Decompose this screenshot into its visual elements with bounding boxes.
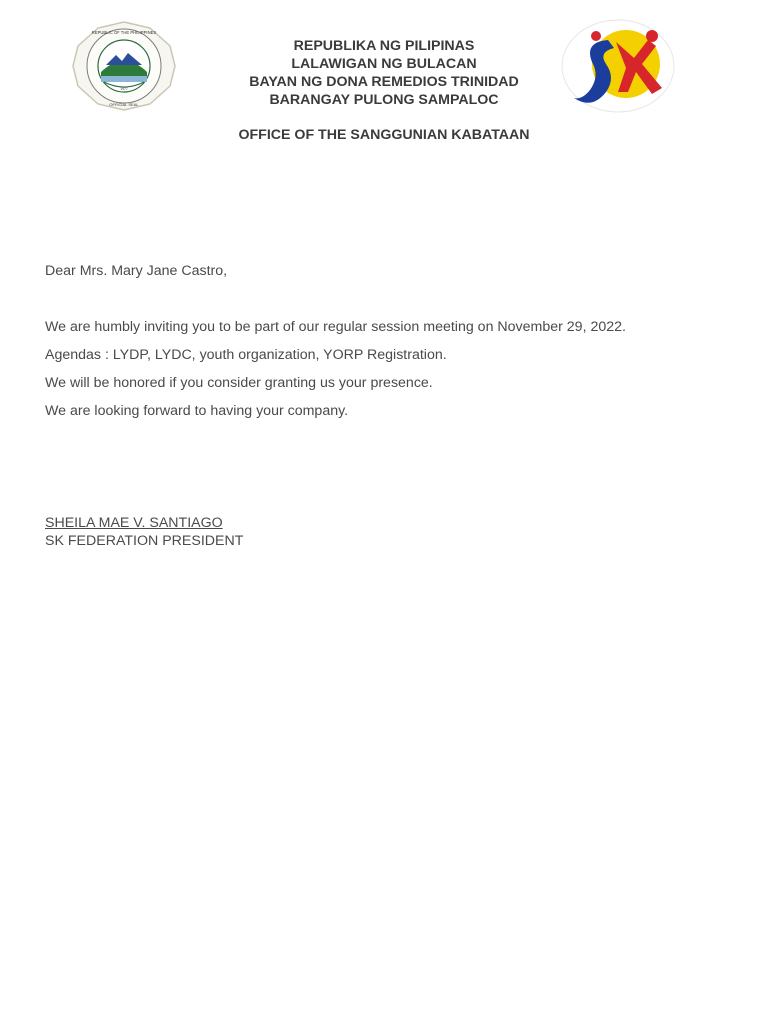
svg-text:REPUBLIC OF THE PHILIPPINES: REPUBLIC OF THE PHILIPPINES xyxy=(91,30,157,35)
letter-paragraph: We will be honored if you consider granting us your presence. xyxy=(45,375,433,391)
office-title: OFFICE OF THE SANGGUNIAN KABATAAN xyxy=(238,127,530,143)
letterhead xyxy=(200,37,568,109)
svg-text:1977: 1977 xyxy=(120,87,128,91)
letterhead-line-province: LALAWIGAN NG BULACAN xyxy=(291,56,477,72)
letterhead-line-country: REPUBLIKA NG PILIPINAS xyxy=(293,38,475,54)
letter-paragraph: Agendas : LYDP, LYDC, youth organization, YORP Registration. xyxy=(45,347,447,363)
signatory-name: SHEILA MAE V. SANTIAGO xyxy=(45,515,223,531)
sk-logo-icon xyxy=(556,18,676,114)
municipal-seal-icon xyxy=(70,20,178,112)
signatory-title: SK FEDERATION PRESIDENT xyxy=(45,533,244,549)
letter-greeting: Dear Mrs. Mary Jane Castro, xyxy=(45,263,228,279)
letter-paragraph: We are looking forward to having your company. xyxy=(45,403,349,419)
letter-paragraph: We are humbly inviting you to be part of our regular session meeting on November 29, 2022. xyxy=(45,319,626,335)
svg-text:OFFICIAL SEAL: OFFICIAL SEAL xyxy=(109,102,139,107)
letterhead-line-barangay: BARANGAY PULONG SAMPALOC xyxy=(269,92,499,108)
letterhead-line-municipality: BAYAN NG DONA REMEDIOS TRINIDAD xyxy=(249,74,519,90)
